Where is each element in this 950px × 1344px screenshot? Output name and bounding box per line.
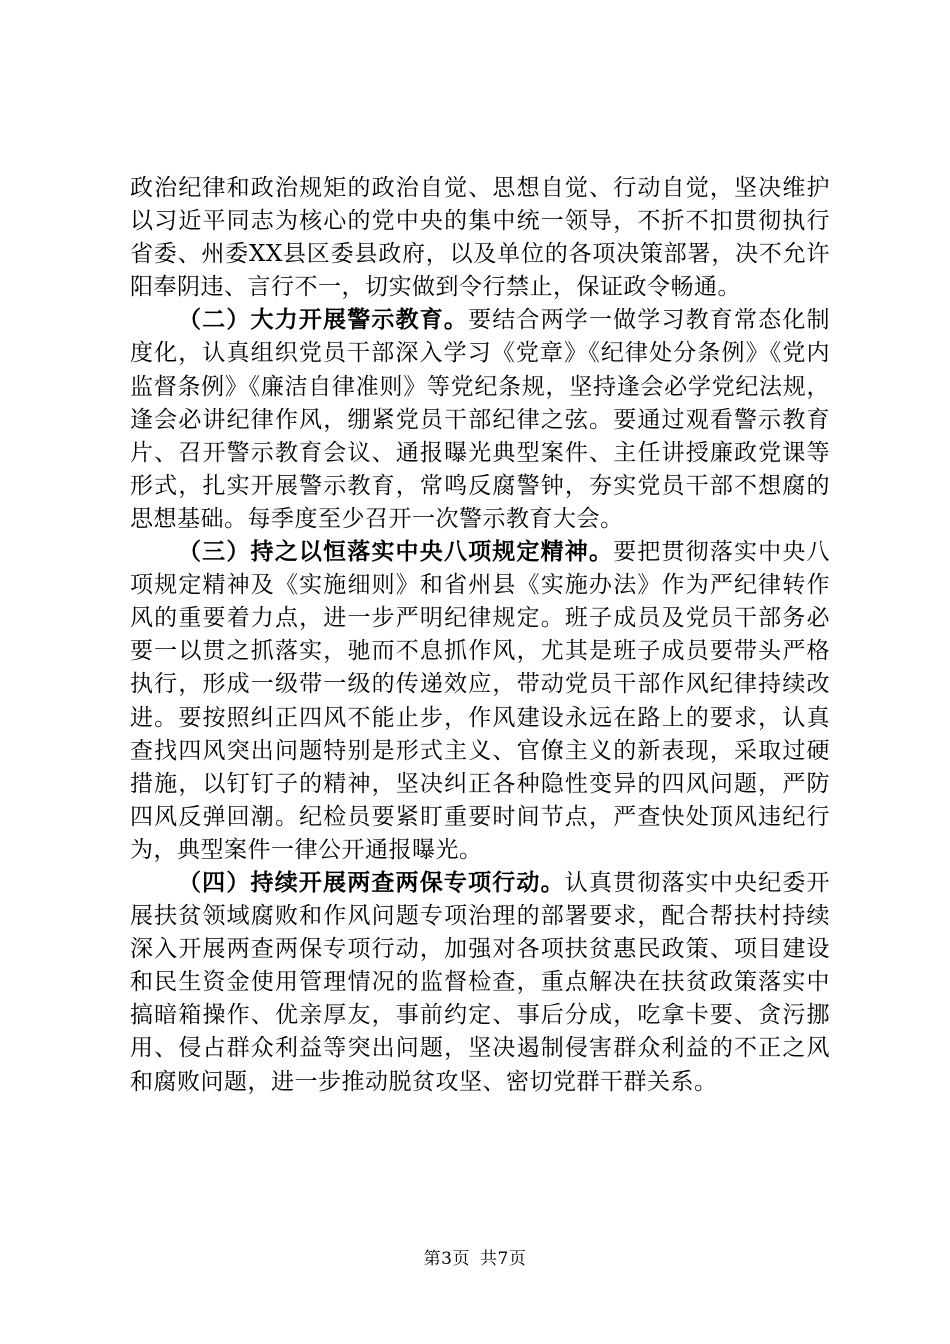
page-number: 第3页: [423, 1249, 470, 1269]
paragraph-text: 要把贯彻落实中央八项规定精神及《实施细则》和省州县《实施办法》作为严纪律转作风的重要着力点，进一步严明纪律规定。班子成员及党员干部务必要一以贯之抓落实，驰而不息抓作风，尤其是班子成员要带头严格执行，形成一级带一级的传递效应，带动党员干部作风纪律持续改进。要按照纠正四风不能止步，作风建设永远在路上的要求，认真查找四风突出问题特别是形式主义、官僚主义的新表现，采取过硬措施，以钉钉子的精神，坚决纠正各种隐性变异的四风问题，严防四风反弹回潮。纪检员要紧盯重要时间节点，严查快处顶风违纪行为，典型案件一律公开通报曝光。: [130, 539, 831, 863]
page-footer: [0, 1244, 950, 1269]
section-heading: （四）持续开展两查两保专项行动。: [178, 869, 565, 896]
section-heading: （三）持之以恒落实中央八项规定精神。: [178, 539, 614, 566]
paragraph-text: 认真贯彻落实中央纪委开展扶贫领域腐败和作风问题专项治理的部署要求，配合帮扶村持续深入开展两查两保专项行动，加强对各项扶贫惠民政策、项目建设和民生资金使用管理情况的监督检查，重点解决在扶贫政策落实中搞暗箱操作、优亲厚友，事前约定、事后分成，吃拿卡要、贪污挪用、侵占群众利益等突出问题，坚决遏制侵害群众利益的不正之风和腐败问题，进一步推动脱贫攻坚、密切党群干群关系。: [130, 869, 831, 1095]
section-heading: （二）大力开展警示教育。: [178, 307, 469, 334]
paragraph-text: 要结合两学一做学习教育常态化制度化，认真组织党员干部深入学习《党章》《纪律处分条例》《党内监督条例》《廉洁自律准则》等党纪条规，坚持逢会必学党纪法规，逢会必讲纪律作风，绷紧党员干部纪律之弦。要通过观看警示教育片、召开警示教育会议、通报曝光典型案件、主任讲授廉政党课等形式，扎实开展警示教育，常鸣反腐警钟，夯实党员干部不想腐的思想基础。每季度至少召开一次警示教育大会。: [130, 307, 831, 532]
paragraph-text: 政治纪律和政治规矩的政治自觉、思想自觉、行动自觉，坚决维护以习近平同志为核心的党中央的集中统一领导，不折不扣贯彻执行省委、州委XX县区委县政府，以及单位的各项决策部署，决不允许阳奉阴违、言行不一，切实做到令行禁止，保证政令畅通。: [130, 175, 830, 301]
page-total: 共7页: [480, 1249, 527, 1269]
document-body: [130, 172, 830, 1099]
paragraph-section-2: [130, 304, 830, 536]
paragraph-section-4: [130, 867, 830, 1099]
paragraph-continuation: [130, 172, 830, 304]
paragraph-section-3: [130, 536, 830, 867]
